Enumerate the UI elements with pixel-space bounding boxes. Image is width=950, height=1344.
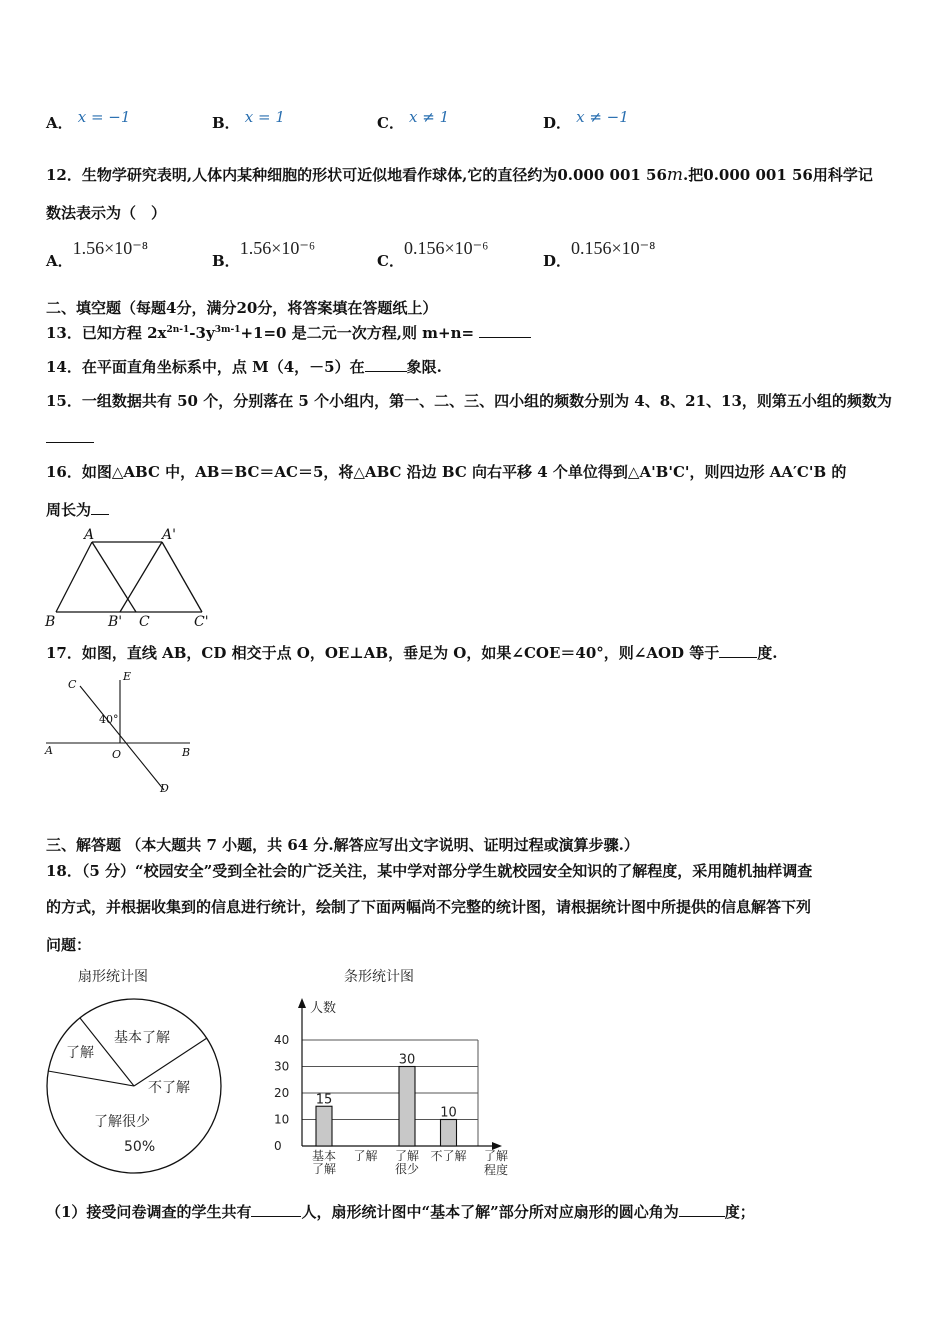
q12-option-a	[46, 238, 149, 270]
bar	[316, 1106, 332, 1146]
q13-prefix: 13．已知方程 2x	[46, 324, 167, 342]
pie-chart	[44, 962, 229, 1182]
q18-sub1	[46, 1201, 755, 1222]
q12-option-c	[377, 238, 489, 270]
label-b-prime: B'	[108, 614, 123, 630]
label-e: E	[123, 670, 132, 683]
q11-option-c	[377, 108, 450, 133]
q17	[46, 642, 778, 663]
bar	[399, 1067, 415, 1147]
y-tick-label: 40	[274, 1033, 290, 1047]
q17-suffix: 度.	[757, 644, 778, 662]
q11-option-a	[46, 108, 131, 133]
y-axis-label: 人数	[310, 1001, 337, 1016]
answer-blank[interactable]	[365, 357, 407, 372]
answer-blank[interactable]	[479, 323, 531, 338]
bar-value-label: 15	[315, 1092, 333, 1108]
segment-ab	[56, 542, 92, 612]
q12-unit: m	[666, 165, 684, 185]
q13-exp1: 2n-1	[166, 325, 190, 335]
answer-blank[interactable]	[46, 428, 94, 443]
label-c: C	[139, 614, 150, 630]
bar-chart	[262, 962, 520, 1180]
q18-line1: 18．（5 分）“校园安全”受到全社会的广泛关注，某中学对部分学生就校园安全知识的了解程度，采用随机抽样调查	[46, 862, 813, 880]
q14	[46, 356, 442, 377]
bar	[441, 1120, 457, 1147]
slice-edge	[48, 1071, 134, 1086]
option-label: C．	[377, 114, 404, 132]
x-category-label: 了解	[394, 1149, 420, 1163]
q11-option-b	[212, 108, 285, 133]
q18-sub1-suffix: 度；	[724, 1203, 755, 1221]
y-tick-label: 10	[274, 1112, 290, 1127]
x-category-labels	[312, 1148, 467, 1176]
label-a-prime: A'	[162, 527, 176, 543]
option-label: A．	[46, 252, 73, 270]
slice-value-label: 50%	[124, 1139, 156, 1155]
bar-value-label: 10	[440, 1105, 457, 1121]
option-label: D．	[543, 252, 572, 270]
y-ticks	[274, 1033, 289, 1153]
pie-title: 扇形统计图	[78, 969, 148, 985]
option-value: 0.156×10⁻⁸	[571, 238, 656, 258]
q12-text-a: 12．生物学研究表明,人体内某种细胞的形状可近似地看作球体,它的直径约为0.000 001 56	[46, 166, 667, 184]
option-label: B．	[212, 252, 240, 270]
label-c-prime: C'	[194, 614, 209, 630]
angle-label: 40°	[99, 713, 119, 726]
section3-heading: 三、解答题 （本大题共 7 小题，共 64 分.解答应写出文字说明、证明过程或演算步骤.）	[46, 836, 639, 854]
option-value: x = −1	[77, 108, 131, 126]
q14-prefix: 14．在平面直角坐标系中，点 M（4，－5）在	[46, 358, 365, 376]
label-b: B	[45, 614, 56, 630]
q13-suffix: +1=0 是二元一次方程,则 m+n=	[240, 324, 480, 342]
q15-line1: 15．一组数据共有 50 个，分别落在 5 个小组内，第一、二、三、四小组的频数分别为 4、8、21、13，则第五小组的频数为	[46, 392, 892, 410]
slice-label: 了解很少	[94, 1114, 150, 1130]
q18-line3: 问题：	[46, 936, 92, 954]
answer-blank[interactable]	[251, 1202, 301, 1217]
bar-value-label: 30	[398, 1052, 416, 1068]
option-value: 1.56×10⁻⁸	[72, 238, 149, 258]
answer-blank[interactable]	[91, 500, 109, 515]
x-category-label: 很少	[394, 1162, 420, 1176]
slice-label: 不了解	[148, 1080, 190, 1096]
q11-option-d	[543, 108, 629, 133]
line-cd	[80, 686, 164, 790]
y-tick-label: 0	[274, 1139, 282, 1153]
slice-label: 了解	[66, 1045, 94, 1061]
x-category-label: 基本	[311, 1149, 337, 1163]
answer-blank[interactable]	[719, 643, 757, 658]
label-b: B	[182, 746, 191, 759]
option-value: x ≠ −1	[576, 108, 629, 126]
y-tick-label: 20	[274, 1086, 290, 1100]
option-label: B．	[212, 114, 240, 132]
label-d: D	[160, 782, 169, 795]
q18-sub1-prefix: （1）接受问卷调查的学生共有	[46, 1203, 252, 1221]
bar-title: 条形统计图	[344, 969, 414, 985]
option-value: 0.156×10⁻⁶	[403, 238, 489, 258]
option-label: A．	[46, 114, 73, 132]
label-c: C	[68, 678, 77, 691]
q18-sub1-mid: 人，扇形统计图中“基本了解”部分所对应扇形的圆心角为	[301, 1203, 679, 1221]
q17-figure	[40, 668, 200, 800]
y-axis-arrow	[298, 998, 306, 1008]
x-category-label: 不了解	[430, 1149, 467, 1163]
q12-text-b: .把0.000 001 56用科学记	[683, 166, 873, 184]
q13-mid: -3y	[189, 324, 215, 342]
option-label: D．	[543, 114, 572, 132]
section2-heading: 二、填空题（每题4分，满分20分，将答案填在答题纸上）	[46, 299, 438, 317]
label-a: A	[84, 527, 95, 543]
q16-line2-text: 周长为	[46, 501, 92, 519]
y-tick-label: 30	[274, 1059, 290, 1074]
q12-line1	[46, 164, 873, 185]
label-a: A	[45, 744, 53, 757]
q13	[46, 322, 531, 343]
segment-a2c2	[162, 542, 202, 612]
q14-suffix: 象限.	[406, 358, 442, 376]
x-category-label: 了解	[311, 1162, 337, 1176]
label-o: O	[112, 748, 122, 761]
option-label: C．	[377, 252, 404, 270]
q12-option-d	[543, 238, 656, 270]
slice-label: 基本了解	[114, 1030, 170, 1046]
q18-line2: 的方式，并根据收集到的信息进行统计，绘制了下面两幅尚不完整的统计图，请根据统计图中所提供的信息解答下列	[46, 898, 812, 916]
x-axis-label: 程度	[484, 1163, 509, 1177]
q12-line2: 数法表示为（ ）	[46, 204, 167, 222]
q12-option-b	[212, 238, 316, 270]
q16-figure	[40, 524, 230, 630]
x-axis-label: 了解	[484, 1149, 509, 1163]
q16-line1: 16．如图△ABC 中，AB＝BC＝AC＝5，将△ABC 沿边 BC 向右平移 4 个单位得到△A'B'C'，则四边形 AA′C'B 的	[46, 463, 847, 481]
q13-exp2: 3m-1	[214, 325, 241, 335]
option-value: x = 1	[244, 108, 285, 126]
option-value: x ≠ 1	[409, 108, 450, 126]
q16-line2	[46, 499, 109, 520]
x-category-label: 了解	[353, 1149, 378, 1163]
q17-text: 17．如图，直线 AB，CD 相交于点 O，OE⊥AB，垂足为 O，如果∠COE＝40°，则∠AOD 等于	[46, 644, 720, 662]
q15-answer-blank[interactable]	[46, 428, 94, 447]
answer-blank[interactable]	[679, 1202, 725, 1217]
option-value: 1.56×10⁻⁶	[239, 238, 316, 258]
segment-a2b2	[120, 542, 162, 612]
segment-ac	[92, 542, 136, 612]
